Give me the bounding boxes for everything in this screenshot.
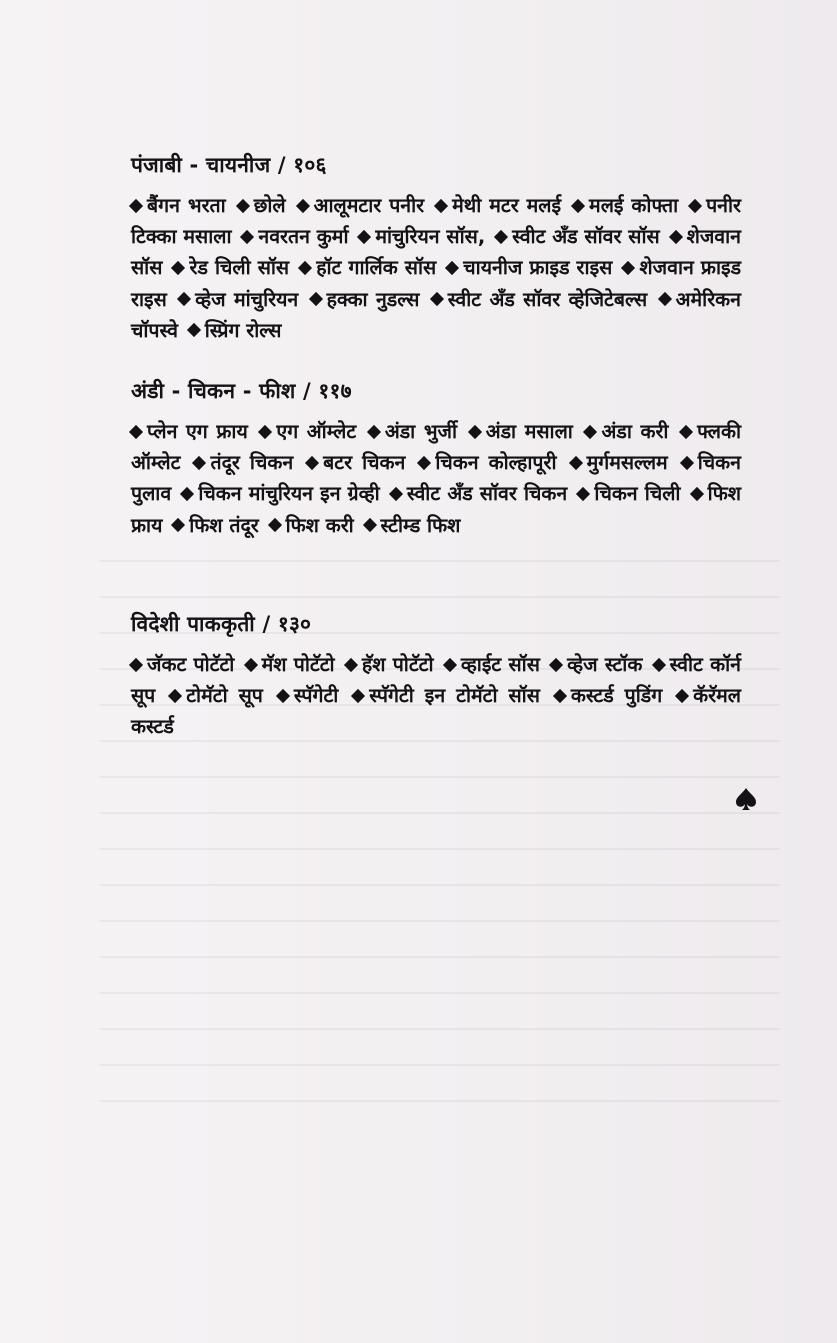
diamond-bullet-icon	[571, 198, 585, 212]
recipe-item	[303, 451, 405, 474]
recipe-item-label: मांचुरियन सॉस,	[375, 225, 486, 249]
diamond-bullet-icon	[276, 689, 290, 703]
recipe-item	[242, 653, 335, 676]
recipe-item	[574, 482, 680, 505]
diamond-bullet-icon	[236, 198, 250, 212]
recipe-item	[169, 514, 259, 537]
diamond-bullet-icon	[576, 487, 590, 501]
diamond-bullet-icon	[434, 198, 448, 212]
recipe-item-label: व्हेज स्टॉक	[567, 653, 643, 676]
recipe-item	[131, 653, 234, 676]
diamond-bullet-icon	[690, 487, 704, 501]
recipe-item-label: अंडा करी	[601, 420, 669, 443]
recipe-item	[415, 451, 556, 474]
recipe-item-label: तंदूर चिकन	[210, 451, 294, 475]
recipe-item-label: चिकन पुलाव	[131, 451, 741, 506]
recipe-item	[569, 194, 678, 217]
diamond-bullet-icon	[679, 424, 693, 438]
diamond-bullet-icon	[367, 424, 381, 438]
recipe-item-label: फिश तंदूर	[189, 513, 259, 537]
recipe-item	[166, 684, 263, 707]
recipe-item-label: अमेरिकन चॉपस्वे	[131, 287, 741, 342]
diamond-bullet-icon	[494, 230, 508, 244]
recipe-item	[266, 514, 354, 537]
recipe-item	[365, 420, 457, 443]
recipe-item	[169, 256, 289, 279]
recipe-item	[294, 194, 425, 217]
recipe-item-label: आलूमटार पनीर	[313, 194, 425, 217]
diamond-bullet-icon	[240, 230, 254, 244]
diamond-bullet-icon	[445, 261, 459, 275]
diamond-bullet-icon	[180, 487, 194, 501]
diamond-bullet-icon	[171, 518, 185, 532]
recipe-item-label: चिकन मांचुरियन इन ग्रेव्ही	[198, 482, 380, 506]
recipe-item-label: रेड चिली सॉस	[189, 256, 290, 280]
diamond-bullet-icon	[675, 689, 689, 703]
recipe-item	[234, 194, 286, 217]
recipe-item	[131, 194, 226, 217]
recipe-item	[387, 482, 567, 505]
recipe-item	[185, 319, 282, 342]
recipe-item	[256, 420, 356, 443]
recipe-item-label: बैंगन भरता	[147, 194, 226, 217]
recipe-item-label: मलई कोफ्ता	[589, 194, 679, 217]
recipe-item	[274, 684, 339, 707]
recipe-item	[443, 256, 612, 279]
section-heading: अंडी - चिकन - फीश / ११७	[131, 379, 352, 403]
diamond-bullet-icon	[549, 657, 563, 671]
recipe-item-label: चायनीज फ्राइड राइस	[463, 256, 613, 280]
diamond-bullet-icon	[430, 292, 444, 306]
diamond-bullet-icon	[309, 292, 323, 306]
recipe-item-label: शेजवान सॉस	[131, 225, 742, 280]
recipe-item	[178, 482, 379, 505]
recipe-item-label: अंडा मसाला	[485, 420, 573, 443]
diamond-bullet-icon	[417, 456, 431, 470]
recipe-item-label: जॅकट पोटॅटो	[147, 653, 235, 676]
recipe-item-label: व्हाईट सॉस	[460, 653, 540, 676]
recipe-item	[428, 288, 647, 311]
spade-icon	[733, 786, 759, 812]
recipe-item-label: चिकन कोल्हापूरी	[435, 451, 557, 475]
diamond-bullet-icon	[129, 424, 143, 438]
recipe-item	[131, 420, 248, 443]
recipe-item-label: स्पॅगेटी	[293, 684, 339, 708]
recipe-item	[551, 684, 662, 707]
recipe-item	[567, 451, 668, 474]
recipe-item	[441, 653, 540, 676]
diamond-bullet-icon	[568, 456, 582, 470]
recipe-item-label: स्टीम्ड फिश	[380, 513, 461, 537]
diamond-bullet-icon	[244, 657, 258, 671]
diamond-bullet-icon	[658, 292, 672, 306]
recipe-item	[190, 451, 293, 474]
recipe-item-label: नवरतन कुर्मा	[258, 225, 349, 249]
recipe-item	[432, 194, 561, 217]
section-heading: पंजाबी - चायनीज / १०६	[131, 153, 327, 177]
diamond-bullet-icon	[344, 657, 358, 671]
diamond-bullet-icon	[192, 456, 206, 470]
diamond-bullet-icon	[171, 261, 185, 275]
recipe-item-label: चिकन चिली	[594, 482, 681, 506]
recipe-item-label: स्वीट कॉर्न सूप	[131, 653, 741, 708]
diamond-bullet-icon	[621, 261, 635, 275]
diamond-bullet-icon	[129, 198, 143, 212]
recipe-item-label: मॅश पोटॅटो	[261, 653, 335, 676]
recipe-item	[238, 225, 348, 248]
section-foreign-recipes	[131, 609, 741, 743]
section-punjabi-chinese	[131, 150, 741, 346]
recipe-item	[581, 420, 668, 443]
recipe-item	[466, 420, 573, 443]
recipe-item	[307, 288, 420, 311]
diamond-bullet-icon	[305, 456, 319, 470]
recipe-item	[355, 225, 485, 248]
recipe-item	[361, 514, 461, 537]
recipe-list	[131, 649, 741, 743]
recipe-item	[175, 288, 298, 311]
recipe-item	[342, 653, 434, 676]
recipe-item-label: अंडा भुर्जी	[384, 420, 458, 443]
recipe-item-label: व्हेज मांचुरियन	[195, 287, 299, 311]
recipe-item-label: प्लेन एग फ्राय	[147, 420, 248, 443]
recipe-item-label: टोमॅटो सूप	[186, 684, 263, 708]
recipe-item-label: हक्का नुडल्स	[326, 287, 420, 311]
recipe-item-label: बटर चिकन	[323, 451, 406, 475]
recipe-item-label: स्पॅगेटी इन टोमॅटो सॉस	[369, 684, 540, 708]
diamond-bullet-icon	[443, 657, 457, 671]
diamond-bullet-icon	[177, 292, 191, 306]
recipe-item-label: एग ऑम्लेट	[276, 420, 357, 443]
recipe-item-label: कस्टर्ड पुडिंग	[570, 684, 663, 708]
diamond-bullet-icon	[652, 657, 666, 671]
recipe-item-label: शेजवान फ्राइड राइस	[131, 256, 742, 311]
diamond-bullet-icon	[357, 230, 371, 244]
recipe-item-label: स्वीट अँड सॉवर चिकन	[406, 482, 568, 506]
recipe-item-label: मेथी मटर मलई	[452, 194, 562, 217]
recipe-item-label: हॉट गार्लिक सॉस	[316, 256, 437, 280]
recipe-list	[131, 416, 741, 541]
diamond-bullet-icon	[553, 689, 567, 703]
diamond-bullet-icon	[129, 657, 143, 671]
diamond-bullet-icon	[362, 518, 376, 532]
recipe-item	[547, 653, 642, 676]
recipe-list	[131, 190, 741, 346]
recipe-item-label: फ्लकी ऑम्लेट	[131, 420, 742, 475]
recipe-item-label: स्प्रिंग रोल्स	[204, 318, 282, 342]
section-egg-chicken-fish	[131, 376, 741, 541]
recipe-item-label: स्वीट अँड सॉवर व्हेजिटेबल्स	[447, 287, 648, 311]
recipe-item-label: फिश फ्राय	[131, 482, 741, 537]
recipe-item-label: कॅरॅमल कस्टर्ड	[131, 684, 741, 739]
diamond-bullet-icon	[351, 689, 365, 703]
diamond-bullet-icon	[688, 198, 702, 212]
recipe-item-label: पनीर टिक्का मसाला	[131, 194, 742, 249]
section-heading: विदेशी पाककृती / १३०	[131, 612, 312, 636]
diamond-bullet-icon	[468, 424, 482, 438]
recipe-item	[492, 225, 660, 248]
recipe-item-label: फिश करी	[285, 513, 354, 537]
diamond-bullet-icon	[296, 198, 310, 212]
diamond-bullet-icon	[680, 456, 694, 470]
recipe-item	[349, 684, 540, 707]
recipe-item-label: स्वीट अँड सॉवर सॉस	[512, 225, 660, 249]
diamond-bullet-icon	[583, 424, 597, 438]
recipe-item	[296, 256, 436, 279]
diamond-bullet-icon	[389, 487, 403, 501]
diamond-bullet-icon	[668, 230, 682, 244]
diamond-bullet-icon	[268, 518, 282, 532]
recipe-item-label: हॅश पोटॅटो	[361, 653, 434, 676]
recipe-item-label: मुर्गमसल्लम	[586, 451, 668, 475]
diamond-bullet-icon	[187, 323, 201, 337]
diamond-bullet-icon	[168, 689, 182, 703]
diamond-bullet-icon	[258, 424, 272, 438]
recipe-item-label: छोले	[253, 194, 286, 217]
diamond-bullet-icon	[298, 261, 312, 275]
